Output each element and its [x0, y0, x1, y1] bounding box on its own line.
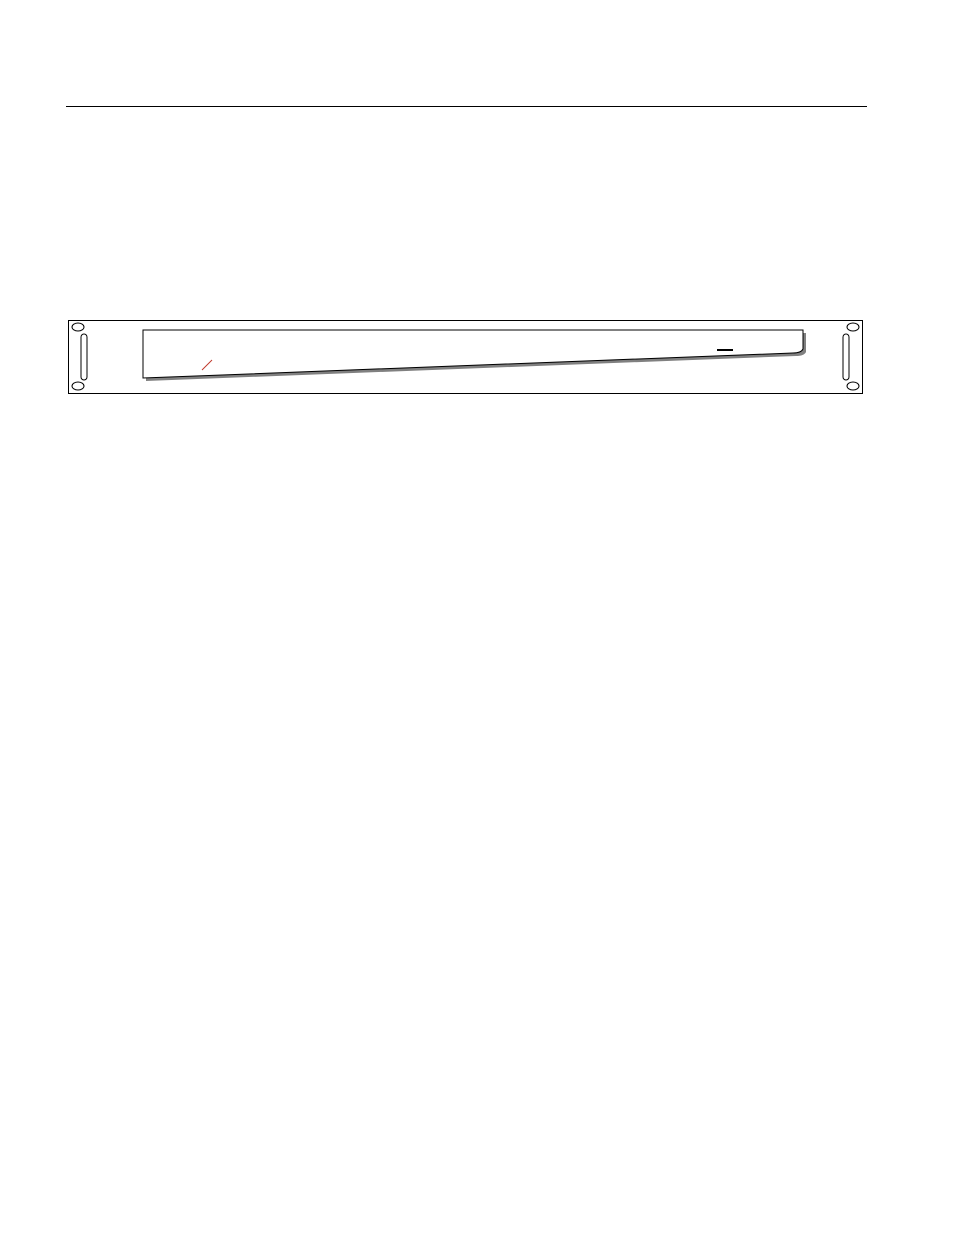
header-rule — [66, 106, 867, 107]
mounting-hole-icon — [847, 382, 859, 390]
mounting-hole-icon — [72, 382, 84, 390]
mounting-hole-icon — [72, 323, 84, 331]
front-panel-figure — [66, 318, 866, 396]
front-panel-drawing — [66, 318, 866, 396]
right-handle — [843, 334, 849, 380]
dvb-logo-mark — [717, 349, 733, 351]
left-handle — [81, 334, 87, 380]
mounting-hole-icon — [847, 323, 859, 331]
